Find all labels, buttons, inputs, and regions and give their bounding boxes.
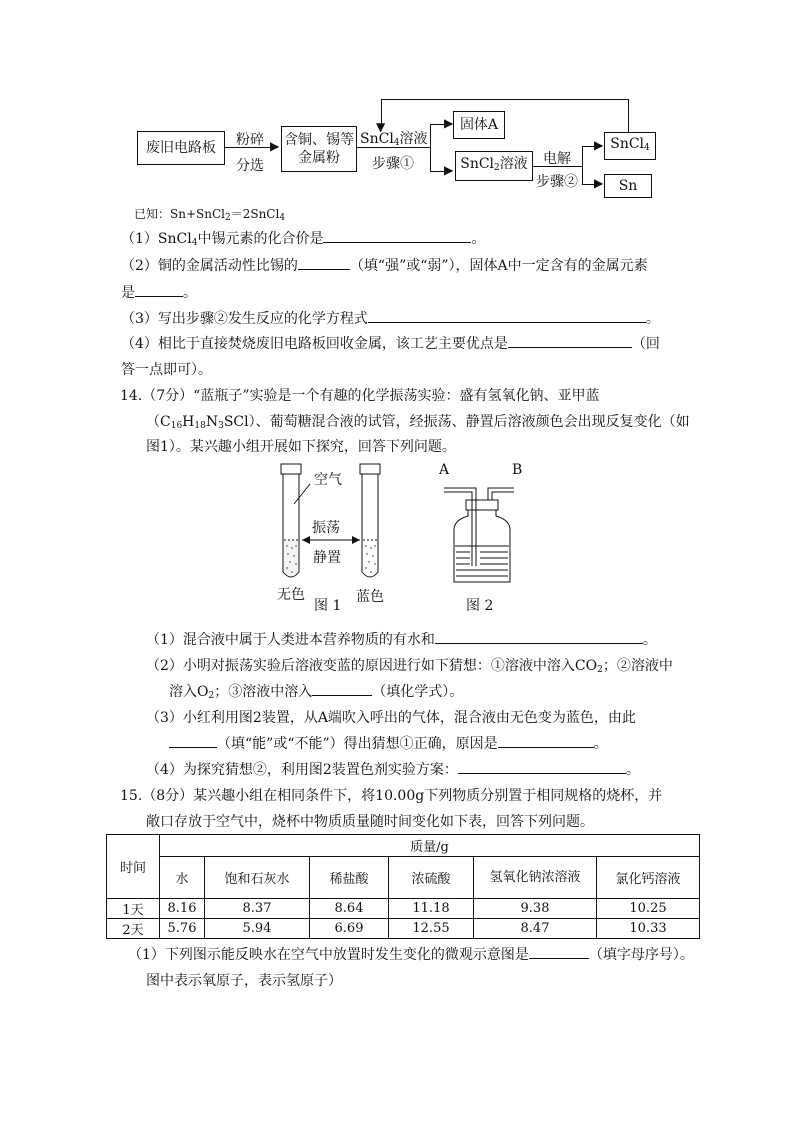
- table-cell: 8.47: [474, 919, 597, 939]
- q14-part3: （3）小红利用图2装置，从A端吹入呼出的气体，混合液由无色变为蓝色，由此: [146, 710, 636, 726]
- answer-blank[interactable]: [458, 761, 626, 774]
- q14-intro-line2: $(C_{16}H_{18}N_3SCl)$、葡萄糖混合液的试管，经振荡、静置后溶液颜色会出现反复变化（如: [146, 414, 690, 431]
- arrow-head: ▶: [594, 138, 604, 152]
- q13-part4: （4）相比于直接焚烧废旧电路板回收金属，该工艺主要优点是 （回: [121, 336, 660, 352]
- table-col-header: 浓硫酸: [389, 857, 474, 899]
- figure-2-gas-bottle: [440, 470, 530, 590]
- table-cell: 8.37: [205, 899, 310, 919]
- answer-blank[interactable]: [435, 631, 643, 644]
- flow-box-sncl2: SnCl$_2$溶液: [455, 151, 533, 181]
- label-shake: 振荡: [312, 520, 340, 536]
- branch-line: [430, 124, 431, 172]
- table-cell: 12.55: [389, 919, 474, 939]
- label-step2: 步骤②: [536, 174, 578, 190]
- flow-box-out-sncl4: SnCl$_4$: [604, 132, 656, 160]
- table-cell: 5.94: [205, 919, 310, 939]
- q14-part4: （4）为探究猜想②，利用图2装置色剂实验方案： 。: [146, 762, 640, 778]
- q15-part1-cont: 图中表示氧原子，表示氢原子）: [146, 973, 342, 989]
- label-electrolysis: 电解: [543, 151, 571, 167]
- table-header-time: 时间: [107, 835, 160, 899]
- recycle-line: [628, 99, 629, 132]
- label-crush: 粉碎: [236, 132, 264, 148]
- table-row-time: 1天: [107, 899, 160, 919]
- q13-part4-cont: 答一点即可）。: [121, 362, 212, 378]
- flow-box-board: 废旧电路板: [137, 131, 225, 165]
- answer-blank[interactable]: [298, 257, 350, 270]
- table-cell: 9.38: [474, 899, 597, 919]
- table-col-header: 氢氧化钠浓溶液: [474, 857, 597, 899]
- mass-table: [106, 834, 700, 939]
- answer-blank[interactable]: [368, 310, 646, 323]
- table-cell: 10.25: [597, 899, 700, 919]
- q13-part2-cont: 是 。: [121, 285, 197, 301]
- table-cell: 8.16: [160, 899, 205, 919]
- q14-part2-cont: 溶入$O_2$；③溶液中溶入 （填化学式）。: [169, 684, 464, 701]
- q14-part2: （2）小明对振荡实验后溶液变蓝的原因进行如下猜想：①溶液中溶入$CO_2$；②溶液中: [146, 658, 673, 675]
- label-step1: 步骤①: [372, 156, 414, 172]
- q14-part3-cont: （填“能”或“不能”）得出猜想①正确，原因是 。: [169, 734, 608, 754]
- label-colorless: 无色: [277, 587, 305, 603]
- q14-intro-line3: 图1）。某兴趣小组开展如下探究，回答下列问题。: [146, 439, 456, 455]
- flow-box-solid-a: 固体A: [453, 111, 505, 139]
- known-equation: 已知：Sn+SnCl$_2$＝2SnCl$_4$: [134, 207, 286, 223]
- answer-blank[interactable]: [508, 335, 632, 348]
- label-port-b: B: [512, 462, 523, 478]
- arrow-head: ▶: [270, 139, 280, 153]
- q14-intro-line1: 14.（7分）“蓝瓶子”实验是一个有趣的化学振荡实验：盛有氢氧化钠、亚甲蓝: [120, 388, 600, 404]
- q15-part1: （1）下列图示能反映水在空气中放置时发生变化的微观示意图是 （填字母序号）。: [128, 947, 694, 963]
- q14-part1: （1）混合液中属于人类进本营养物质的有水和 。: [146, 632, 657, 648]
- answer-blank[interactable]: [529, 946, 589, 959]
- answer-blank[interactable]: [135, 284, 183, 297]
- table-col-header: 稀盐酸: [310, 857, 389, 899]
- q15-intro-line1: 15.（8分）某兴趣小组在相同条件下，将10.00g下列物质分别置于相同规格的烧杯，并: [120, 788, 663, 804]
- table-header-mass: 质量/g: [160, 835, 700, 857]
- table-row: [107, 899, 700, 919]
- recycle-line: [381, 99, 629, 100]
- figure-2-caption: 图 2: [466, 598, 494, 614]
- table-cell: 5.76: [160, 919, 205, 939]
- label-sort: 分选: [236, 158, 264, 174]
- branch-line: [582, 146, 583, 184]
- table-col-header: 饱和石灰水: [205, 857, 310, 899]
- figure-1-caption: 图 1: [314, 598, 342, 614]
- arrow-head: ▶: [594, 176, 604, 190]
- table-cell: 6.69: [310, 919, 389, 939]
- table-cell: 8.64: [310, 899, 389, 919]
- q13-part3: （3）写出步骤②发生反应的化学方程式 。: [121, 311, 660, 327]
- table-row: [107, 919, 700, 939]
- answer-blank[interactable]: [169, 735, 217, 748]
- flow-box-out-sn: Sn: [604, 174, 652, 198]
- label-sncl4-solution: SnCl$_4$溶液: [360, 131, 428, 148]
- q13-part2: （2）铜的金属活动性比锡的 （填“强”或“弱”），固体A中一定含有的金属元素: [121, 258, 648, 274]
- table-col-header: 氯化钙溶液: [597, 857, 700, 899]
- answer-blank[interactable]: [312, 683, 372, 696]
- table-row-time: 2天: [107, 919, 160, 939]
- label-port-a: A: [439, 462, 450, 478]
- label-blue: 蓝色: [356, 589, 384, 605]
- table-col-header: 水: [160, 857, 205, 899]
- table-cell: 10.33: [597, 919, 700, 939]
- label-air: 空气: [314, 472, 342, 488]
- q13-part1: （1）SnCl$_4$中锡元素的化合价是 。: [121, 231, 486, 248]
- label-rest: 静置: [313, 550, 341, 566]
- table-cell: 11.18: [389, 899, 474, 919]
- answer-blank[interactable]: [498, 735, 594, 748]
- flow-box-metal-powder: 含铜、锡等 金属粉: [281, 126, 357, 172]
- arrow-head: ▶: [444, 163, 454, 177]
- arrow-head: ▶: [444, 116, 454, 130]
- arrow-head-up: ▼: [376, 120, 386, 134]
- answer-blank[interactable]: [323, 230, 471, 243]
- q15-intro-line2: 敞口存放于空气中，烧杯中物质质量随时间变化如下表，回答下列问题。: [146, 814, 594, 830]
